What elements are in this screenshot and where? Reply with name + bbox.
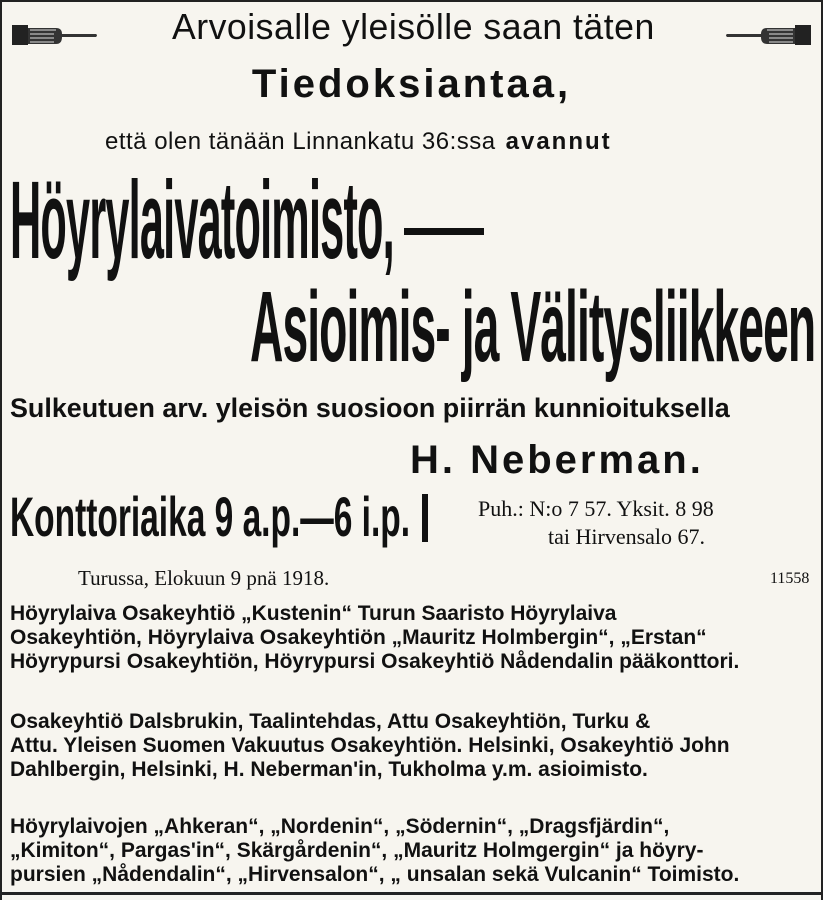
headline-line-1 [10,159,821,282]
paragraph-line: pursien „Nådendalin“, „Hirvensalon“, „ unsalan sekä Vulcanin“ Toimisto. [10,863,740,886]
paragraph-line: Höyrylaiva Osakeyhtiö „Kustenin“ Turun Saaristo Höyrylaiva [10,602,617,625]
phone-line-1: Puh.: N:o 7 57. Yksit. 8 98 [478,496,714,521]
bottom-rule [2,892,821,895]
opening-line-text: että olen tänään Linnankatu 36:ssa [105,128,496,155]
paragraph-agencies [10,710,821,782]
place-and-date: Turussa, Elokuun 9 pnä 1918. [78,566,330,590]
greeting-text: Arvoisalle yleisölle saan täten [172,6,655,47]
opening-line-emphasis: avannut [505,128,612,155]
opening-line [105,128,821,156]
paragraph-line: „Kimiton“, Pargas'in“, Skärgårdenin“, „Mauritz Holmgergin“ ja höyry- [10,839,704,862]
paragraph-line: Attu. Yleisen Suomen Vakuutus Osakeyhtiön. Helsinki, Osakeyhtiö John [10,734,730,757]
top-rule [2,0,821,2]
office-hours-text: Konttoriaika 9 a.p.—6 i.p. [10,485,411,548]
paragraph-line: Osakeyhtiön, Höyrylaiva Osakeyhtiön „Mauritz Holmbergin“, „Erstan“ [10,626,707,649]
pointing-hand-right-icon [10,20,98,50]
reference-number: 11558 [770,570,810,587]
paragraph-line: Osakeyhtiö Dalsbrukin, Taalintehdas, Attu Osakeyhtiön, Turku & [10,710,651,733]
paragraph-line: Dahlbergin, Helsinki, H. Neberman'in, Tukholma y.m. asioimisto. [10,758,648,781]
headline-dash [404,228,484,235]
phone-line-2: tai Hirvensalo 67. [548,524,706,549]
paragraph-line: Höyrylaivojen „Ahkeran“, „Nordenin“, „Södernin“, „Dragsfjärdin“, [10,815,670,838]
closing-sentence-text: Sulkeutuen arv. yleisön suosioon piirrän kunnioituksella [10,393,730,423]
paragraph-steamship-companies [10,602,821,674]
header-line-1 [2,6,821,54]
headline-line-2 [250,271,821,383]
signature: H. Neberman. [410,438,704,482]
paragraph-vessels [10,815,821,887]
paragraph-line: Höyrypursi Osakeyhtiön, Höyrypursi Osakeyhtiö Nådendalin pääkonttori. [10,650,740,673]
closing-sentence [10,393,821,424]
announcement-heading: Tiedoksiantaa, [251,62,572,106]
pointing-hand-left-icon [725,20,813,50]
headline-business-name: Asioimis- ja Välitysliikkeen [250,271,816,383]
vertical-divider [422,494,428,542]
headline-office-name: Höyrylaivatoimisto, [10,159,394,282]
